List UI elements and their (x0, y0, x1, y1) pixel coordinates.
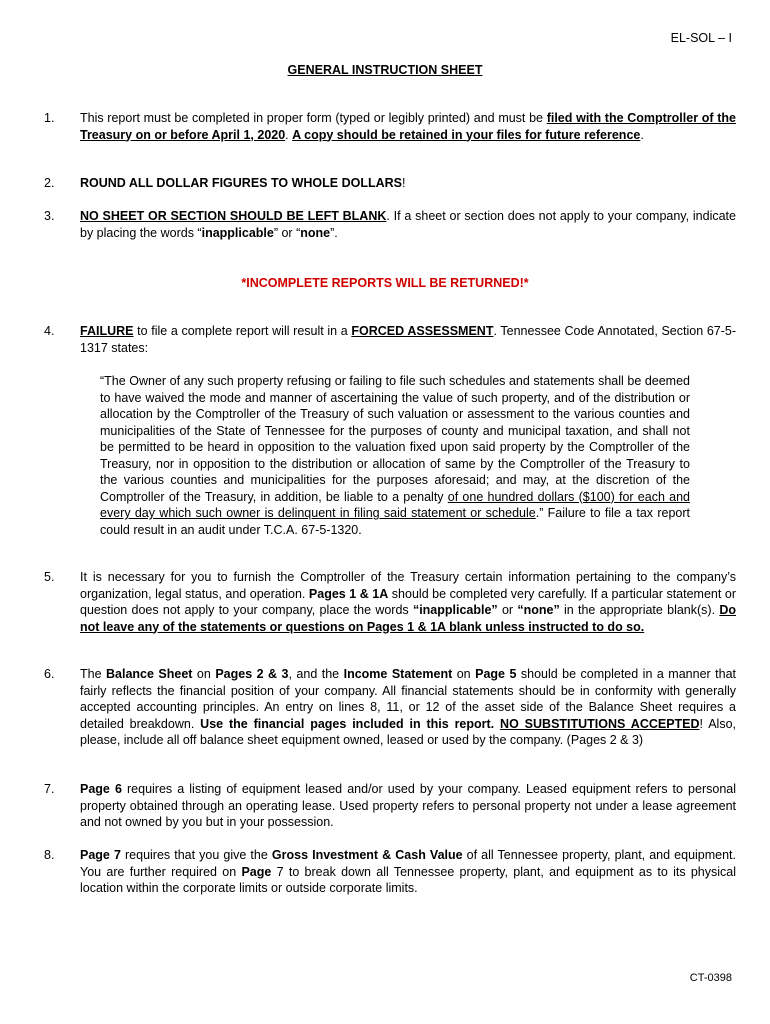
instruction-item-5 (44, 569, 736, 635)
item-number: 4. (44, 324, 55, 338)
item-number: 5. (44, 570, 55, 584)
item-text: NO SHEET OR SECTION SHOULD BE LEFT BLANK. If a sheet or section does not apply to your company, indicate by placing the words “inapplicable” or “none”. (80, 209, 736, 240)
item-number: 2. (44, 176, 55, 190)
instruction-item-6 (44, 666, 736, 749)
item-text: Page 7 requires that you give the Gross Investment & Cash Value of all Tennessee property, plant, and equipment. You are further required on Page 7 to break down all Tennessee property, plant, and equipment as to its physical location within the corporate limits or outside corporate limits. (80, 848, 737, 895)
item-text: It is necessary for you to furnish the Comptroller of the Treasury certain information pertaining to the company’s organization, legal status, and operation. Pages 1 & 1A should be completed very carefully. If a particular statement or question does not apply to your company, place the words “inapplicable” or “none” in the appropriate blank(s). Do not leave any of the statements or questions on Pages 1 & 1A blank unless instructed to do so. (80, 570, 736, 634)
instruction-item-3 (44, 208, 736, 241)
item-text: ROUND ALL DOLLAR FIGURES TO WHOLE DOLLARS! (80, 176, 406, 190)
statute-quote: “The Owner of any such property refusing or failing to file such schedules and statements shall be deemed to have waived the mode and manner of ascertaining the value of such property, and of the distribution or allocation by the Comptroller of the Treasury of such valuation or assessment to the various counties and municipalities of the State of Tennessee for the purposes of county and municipal taxation, and shall not be permitted to be heard in opposition to the valuation fixed upon said property by the Comptroller of the Treasury, nor in opposition to the distribution or allocation of same by the Comptroller of the Treasury to the various counties and municipalities for the purposes aforesaid; and may, at the discretion of the Comptroller of the Treasury, in addition, be liable to a penalty of one hundred dollars ($100) for each and every day which such owner is delinquent in filing said statement or schedule.” Failure to file a tax report could result in an audit under T.C.A. 67-5-1320. (100, 374, 690, 537)
instruction-item-4 (44, 323, 736, 356)
page-title: GENERAL INSTRUCTION SHEET (287, 63, 483, 77)
item-number: 8. (44, 848, 55, 862)
instruction-item-1 (44, 110, 736, 143)
item-number: 1. (44, 111, 55, 125)
form-code: EL-SOL – I (670, 31, 732, 45)
item-text: FAILURE to file a complete report will result in a FORCED ASSESSMENT. Tennessee Code Annotated, Section 67-5-1317 states: (80, 324, 737, 355)
instruction-item-8 (44, 847, 736, 897)
item-text: The Balance Sheet on Pages 2 & 3, and the Income Statement on Page 5 should be completed in a manner that fairly reflects the financial position of your company. All financial statements should be in conformity with generally accepted accounting principles. An entry on lines 8, 11, or 12 of the asset side of the Balance Sheet requires a detailed breakdown. Use the financial pages included in this report. NO SUBSTITUTIONS ACCEPTED! Also, please, include all off balance sheet equipment owned, leased or used by the company. (Pages 2 & 3) (80, 667, 736, 747)
instruction-item-2 (44, 175, 736, 192)
item-number: 6. (44, 667, 55, 681)
instruction-item-7 (44, 781, 736, 831)
incomplete-warning: *INCOMPLETE REPORTS WILL BE RETURNED!* (241, 276, 529, 290)
item-text: This report must be completed in proper form (typed or legibly printed) and must be filed with the Comptroller of the Treasury on or before April 1, 2020. A copy should be retained in your files for future reference. (80, 111, 736, 142)
item-number: 3. (44, 209, 55, 223)
item-number: 7. (44, 782, 55, 796)
footer-code: CT-0398 (689, 971, 732, 984)
item-text: Page 6 requires a listing of equipment leased and/or used by your company. Leased equipment refers to personal property obtained through an operating lease. Used property refers to personal property not under a lease agreement and not owned by you but in your possession. (80, 782, 736, 829)
